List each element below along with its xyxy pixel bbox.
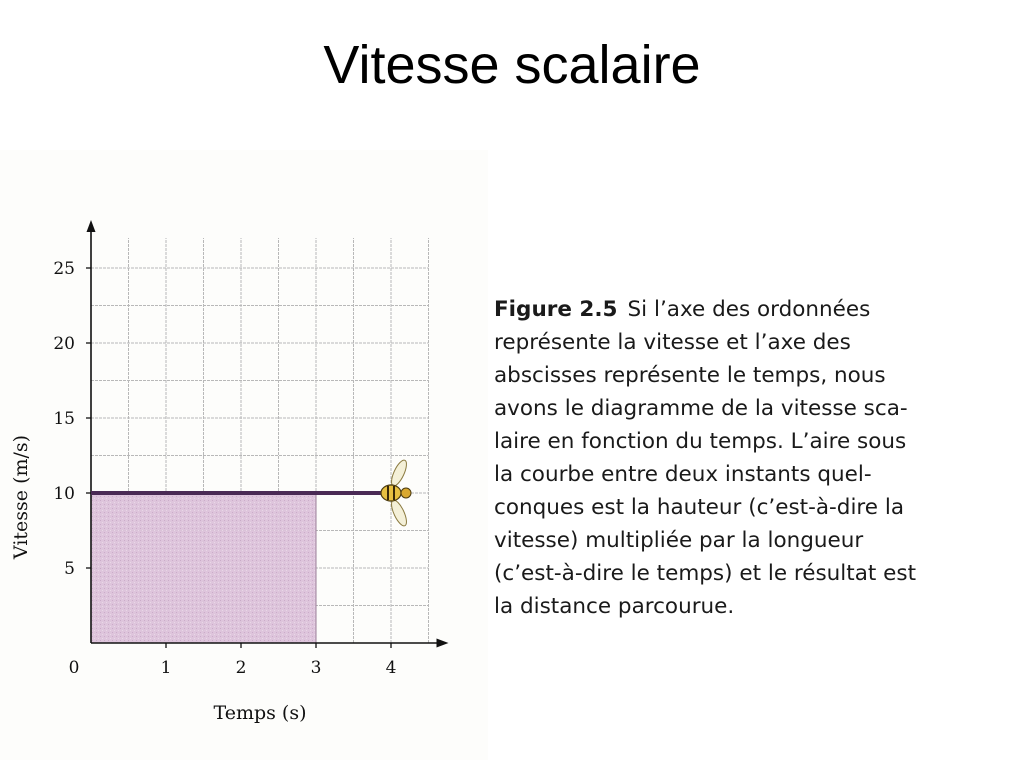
speed-time-chart xyxy=(0,200,490,740)
y-tick-label: 10 xyxy=(53,484,75,504)
caption-line: conques est la hauteur (c’est-à-dire la xyxy=(494,495,904,520)
figure-label: Figure 2.5 xyxy=(494,297,618,322)
x-tick-label: 3 xyxy=(310,658,322,678)
bee-wing xyxy=(389,498,410,528)
x-tick-label: 2 xyxy=(235,658,247,678)
bee-body xyxy=(381,485,401,501)
x-axis-arrow xyxy=(437,639,449,648)
caption-text: Si l’axe des ordonnées xyxy=(627,297,871,322)
caption-line: la courbe entre deux instants quel- xyxy=(494,462,872,487)
y-tick-label: 5 xyxy=(64,559,75,579)
shaded-area xyxy=(91,493,316,643)
caption-line-1 xyxy=(494,293,1014,326)
caption-line: représente la vitesse et l’axe des xyxy=(494,330,851,355)
x-tick-label: 1 xyxy=(160,658,172,678)
y-tick-label: 25 xyxy=(53,259,75,279)
caption-line: abscisses représente le temps, nous xyxy=(494,363,886,388)
caption-line: laire en fonction du temps. L’aire sous xyxy=(494,429,907,454)
y-axis-arrow xyxy=(87,220,96,232)
bee-wing xyxy=(389,458,410,488)
y-tick-label: 15 xyxy=(53,409,75,429)
bee-head xyxy=(401,488,411,498)
area-under-curve-layer xyxy=(91,493,316,643)
y-tick-label: 20 xyxy=(53,334,75,354)
caption-line: vitesse) multipliée par la longueur xyxy=(494,528,864,553)
caption-line: avons le diagramme de la vitesse sca- xyxy=(494,396,908,421)
figure-caption xyxy=(494,293,1014,623)
x-tick-label: 0 xyxy=(68,658,80,678)
x-tick-label: 4 xyxy=(385,658,397,678)
slide-title: Vitesse scalaire xyxy=(323,35,701,95)
caption-line: (c’est-à-dire le temps) et le résultat est xyxy=(494,561,917,586)
x-axis-title: Temps (s) xyxy=(213,702,307,724)
caption-line: la distance parcourue. xyxy=(494,594,735,619)
bee-icon xyxy=(381,458,411,528)
y-axis-title: Vitesse (m/s) xyxy=(10,434,32,560)
